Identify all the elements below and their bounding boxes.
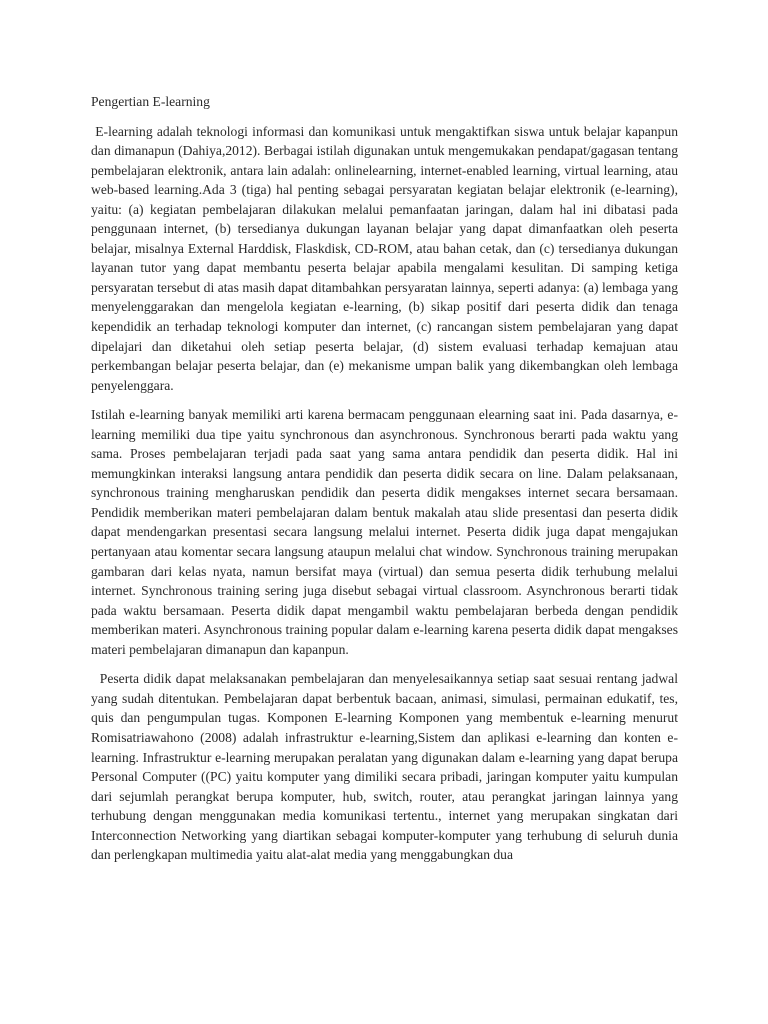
document-title: Pengertian E-learning xyxy=(91,94,210,109)
document-page xyxy=(91,92,678,875)
paragraph-elearning-components: Peserta didik dapat melaksanakan pembelajaran dan menyelesaikannya setiap saat sesuai rentang jadwal yang sudah ditentukan. Pembelajaran dapat berbentuk bacaan, animasi, simulasi, permainan edukatif, tes, quis dan pengumpulan tugas. Komponen E-learning Komponen yang membentuk e-learning menurut Romisatriawahono (2008) adalah infrastruktur e-learning,Sistem dan aplikasi e-learning dan konten e-learning. Infrastruktur e-learning merupakan peralatan yang digunakan dalam e-learning yang dapat berupa Personal Computer ((PC) yaitu komputer yang dimiliki secara pribadi, jaringan komputer yaitu kumpulan dari sejumlah perangkat berupa komputer, hub, switch, router, atau perangkat jaringan lainnya yang terhubung dengan menggunakan media komunikasi tertentu., internet yang merupakan singkatan dari Interconnection Networking yang diartikan sebagai komputer-komputer yang terhubung di seluruh dunia dan perlengkapan multimedia yaitu alat-alat media yang menggabungkan dua xyxy=(91,671,678,863)
paragraph-synchronous-asynchronous: Istilah e-learning banyak memiliki arti karena bermacam penggunaan elearning saat ini. Pada dasarnya, e-learning memiliki dua tipe yaitu synchronous dan asynchronous. Synchronous berarti pada waktu yang sama. Proses pembelajaran terjadi pada saat yang sama antara pendidik dan peserta didik. Hal ini memungkinkan interaksi langsung antara pendidik dan peserta didik secara on line. Dalam pelaksanaan, synchronous training mengharuskan pendidik dan peserta didik mengakses internet secara bersamaan. Pendidik memberikan materi pembelajaran dalam bentuk makalah atau slide presentasi dan peserta didik dapat mendengarkan presentasi secara langsung melalui internet. Peserta didik juga dapat mengajukan pertanyaan atau komentar secara langsung ataupun melalui chat window. Synchronous training merupakan gambaran dari kelas nyata, namun bersifat maya (virtual) dan semua peserta didik terhubung melalui internet. Synchronous training sering juga disebut sebagai virtual classroom. Asynchronous berarti tidak pada waktu bersamaan. Peserta didik dapat mengambil waktu pembelajaran berbeda dengan pendidik memberikan materi. Asynchronous training popular dalam e-learning karena peserta didik dapat mengakses materi pembelajaran dimanapun dan kapanpun. xyxy=(91,407,678,657)
paragraph-elearning-definition: E-learning adalah teknologi informasi dan komunikasi untuk mengaktifkan siswa untuk belajar kapanpun dan dimanapun (Dahiya,2012). Berbagai istilah digunakan untuk mengemukakan pendapat/gagasan tentang pembelajaran elektronik, antara lain adalah: onlinelearning, internet-enabled learning, virtual learning, atau web-based learning.Ada 3 (tiga) hal penting sebagai persyaratan kegiatan belajar elektronik (e-learning), yaitu: (a) kegiatan pembelajaran dilakukan melalui pemanfaatan jaringan, dalam hal ini dibatasi pada penggunaan internet, (b) tersedianya dukungan layanan belajar yang dapat dimanfaatkan oleh peserta belajar, misalnya External Harddisk, Flaskdisk, CD-ROM, atau bahan cetak, dan (c) tersedianya dukungan layanan tutor yang dapat membantu peserta belajar apabila mengalami kesulitan. Di samping ketiga persyaratan tersebut di atas masih dapat ditambahkan persyaratan lainnya, seperti adanya: (a) lembaga yang menyelenggarakan dan mengelola kegiatan e-learning, (b) sikap positif dari peserta didik dan tenaga kependidik an terhadap teknologi komputer dan internet, (c) rancangan sistem pembelajaran yang dapat dipelajari dan diketahui oleh setiap peserta belajar, (d) sistem evaluasi terhadap kemajuan atau perkembangan belajar peserta belajar, dan (e) mekanisme umpan balik yang dikembangkan oleh lembaga penyelenggara. xyxy=(91,123,678,393)
